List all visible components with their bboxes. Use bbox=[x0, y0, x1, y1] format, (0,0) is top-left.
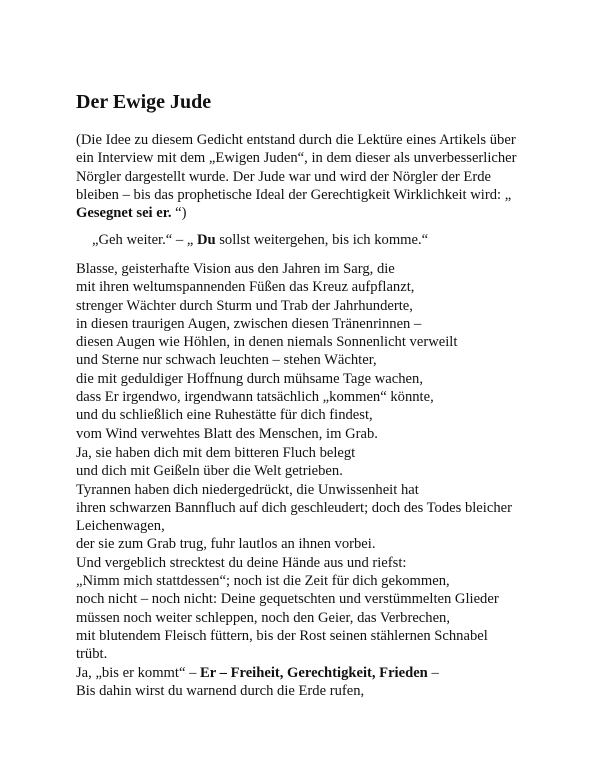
verse-line: der sie zum Grab trug, fuhr lautlos an ihnen vorbei. bbox=[76, 536, 376, 553]
motto-part-1: „Geh weiter.“ – „ bbox=[92, 232, 197, 248]
verse-line: Bis dahin wirst du warnend durch die Erde rufen, bbox=[76, 683, 365, 700]
verse-line: in diesen traurigen Augen, zwischen diesen Tränenrinnen – bbox=[76, 315, 422, 332]
stanza-2 bbox=[76, 444, 512, 664]
verse-line: und Sterne nur schwach leuchten – stehen Wächter, bbox=[76, 352, 377, 369]
verse-line: die mit geduldiger Hoffnung durch mühsame Tage wachen, bbox=[76, 370, 423, 387]
verse-line: vom Wind verwehtes Blatt des Menschen, im Grab. bbox=[76, 425, 378, 442]
motto-part-2: sollst weitergehen, bis ich komme.“ bbox=[215, 232, 429, 248]
intro-line: bleiben – bis das prophetische Ideal der Gerechtigkeit Wirklichkeit wird: „ bbox=[76, 186, 512, 203]
verse-line: Blasse, geisterhafte Vision aus den Jahren im Sarg, die bbox=[76, 261, 395, 277]
intro-line: Nörgler dargestellt wurde. Der Jude war und wird der Nörgler der Erde bbox=[76, 168, 491, 185]
intro-line: ein Interview mit dem „Ewigen Juden“, in dem dieser als unverbesserlicher bbox=[76, 150, 517, 167]
verse-line: mit blutendem Fleisch füttern, bis der Rost seinen stählernen Schnabel bbox=[76, 627, 488, 644]
motto-line bbox=[92, 231, 428, 249]
verse-line bbox=[76, 664, 439, 682]
intro-bold-phrase: Gesegnet sei er. bbox=[76, 205, 172, 222]
verse-bold-phrase: Er – Freiheit, Gerechtigkeit, Frieden bbox=[200, 665, 428, 681]
verse-line: Tyrannen haben dich niedergedrückt, die Unwissenheit hat bbox=[76, 481, 419, 498]
verse-line: Und vergeblich strecktest du deine Hände aus und riefst: bbox=[76, 554, 407, 571]
verse-line: dass Er irgendwo, irgendwann tatsächlich „kommen“ könnte, bbox=[76, 389, 434, 406]
stanza-3 bbox=[76, 664, 439, 701]
motto-bold-word: Du bbox=[196, 232, 216, 248]
verse-line: und du schließlich eine Ruhestätte für dich findest, bbox=[76, 407, 373, 424]
verse-line: Ja, sie haben dich mit dem bitteren Fluch belegt bbox=[76, 445, 356, 461]
verse-line: strenger Wächter durch Sturm und Trab der Jahrhunderte, bbox=[76, 297, 413, 314]
stanza-1 bbox=[76, 260, 457, 443]
verse-line: müssen noch weiter schleppen, noch den Geier, das Verbrechen, bbox=[76, 609, 450, 626]
verse-line: noch nicht – noch nicht: Deine gequetschten und verstümmelten Glieder bbox=[76, 591, 499, 608]
verse-part-1: Ja, „bis er kommt“ – bbox=[76, 665, 201, 681]
verse-line: mit ihren weltumspannenden Füßen das Kreuz aufpflanzt, bbox=[76, 279, 415, 296]
intro-line: (Die Idee zu diesem Gedicht entstand durch die Lektüre eines Artikels über bbox=[76, 132, 516, 148]
verse-part-2: – bbox=[427, 665, 439, 681]
verse-line: „Nimm mich stattdessen“; noch ist die Zeit für dich gekommen, bbox=[76, 573, 450, 590]
verse-line: trübt. bbox=[76, 646, 108, 663]
verse-line: ihren schwarzen Bannfluch auf dich geschleudert; doch des Todes bleicher bbox=[76, 499, 512, 516]
document-title: Der Ewige Jude bbox=[76, 91, 212, 113]
verse-line: Leichenwagen, bbox=[76, 518, 165, 535]
intro-line bbox=[76, 204, 517, 222]
verse-line: diesen Augen wie Höhlen, in denen niemals Sonnenlicht verweilt bbox=[76, 334, 458, 351]
verse-line: und dich mit Geißeln über die Welt getrieben. bbox=[76, 463, 343, 480]
intro-closing: “) bbox=[171, 205, 187, 222]
intro-paragraph bbox=[76, 131, 517, 222]
